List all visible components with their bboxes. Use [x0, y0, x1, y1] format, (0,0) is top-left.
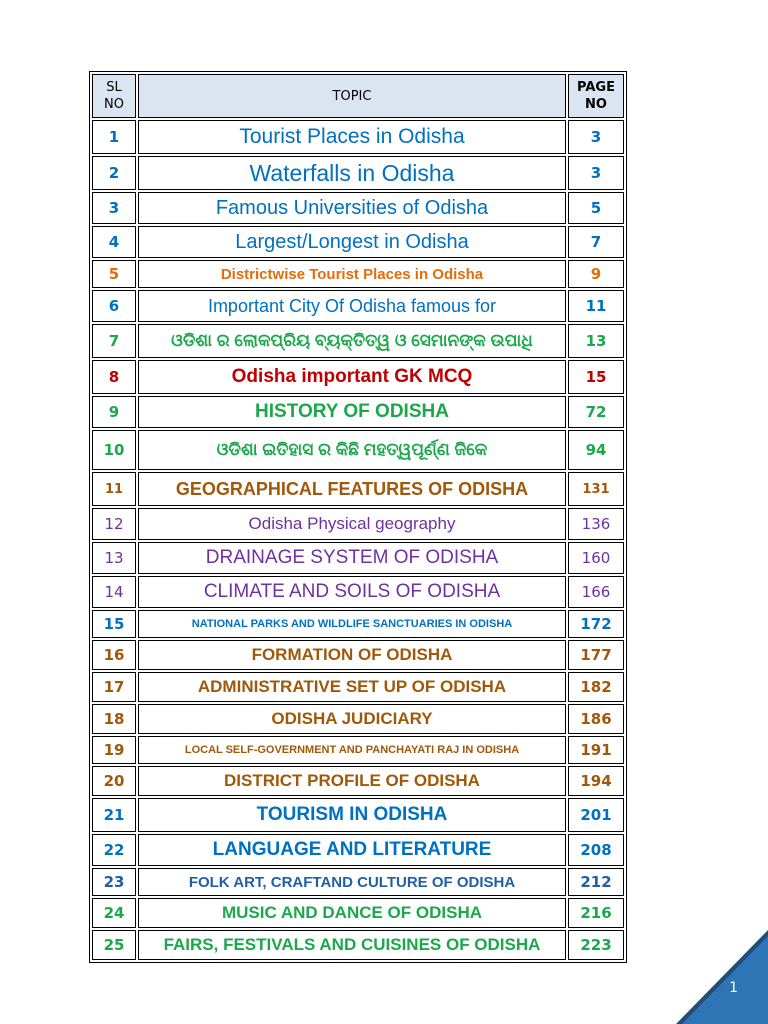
- row-page-no: 182: [568, 672, 624, 702]
- row-page-no: 5: [568, 192, 624, 224]
- row-page-no: 223: [568, 930, 624, 960]
- row-page-no: 136: [568, 508, 624, 540]
- row-topic: DRAINAGE SYSTEM OF ODISHA: [138, 542, 566, 574]
- table-header-row: [92, 74, 624, 118]
- row-sl-no: 5: [92, 260, 136, 288]
- row-topic: MUSIC AND DANCE OF ODISHA: [138, 898, 566, 928]
- row-topic: ଓଡିଶା ଇତିହାସ ର କିଛି ମହତ୍ୱପୂର୍ଣ୍ଣ ଜିକେ: [138, 430, 566, 470]
- table-row: [92, 430, 624, 470]
- table-row: [92, 120, 624, 154]
- row-sl-no: 21: [92, 798, 136, 832]
- table-row: [92, 868, 624, 896]
- row-sl-no: 16: [92, 640, 136, 670]
- row-page-no: 131: [568, 472, 624, 506]
- table-row: [92, 260, 624, 288]
- row-sl-no: 9: [92, 396, 136, 428]
- row-sl-no: 1: [92, 120, 136, 154]
- table-body: [92, 120, 624, 960]
- row-page-no: 72: [568, 396, 624, 428]
- row-sl-no: 3: [92, 192, 136, 224]
- table-row: [92, 898, 624, 928]
- topic-header: TOPIC: [138, 74, 566, 118]
- sl-header-line2: NO: [104, 97, 124, 112]
- row-page-no: 212: [568, 868, 624, 896]
- page-header-line2: NO: [585, 97, 607, 112]
- row-page-no: 7: [568, 226, 624, 258]
- row-topic: HISTORY OF ODISHA: [138, 396, 566, 428]
- page-number: 1: [729, 980, 738, 996]
- row-topic: FORMATION OF ODISHA: [138, 640, 566, 670]
- row-page-no: 172: [568, 610, 624, 638]
- row-sl-no: 25: [92, 930, 136, 960]
- row-page-no: 186: [568, 704, 624, 734]
- table-row: [92, 290, 624, 322]
- sl-header-line1: SL: [106, 80, 122, 95]
- table-row: [92, 930, 624, 960]
- row-page-no: 3: [568, 156, 624, 190]
- table-row: [92, 704, 624, 734]
- table-row: [92, 324, 624, 358]
- row-sl-no: 10: [92, 430, 136, 470]
- row-topic: ODISHA JUDICIARY: [138, 704, 566, 734]
- table-row: [92, 640, 624, 670]
- table-row: [92, 834, 624, 866]
- row-sl-no: 2: [92, 156, 136, 190]
- table-row: [92, 472, 624, 506]
- row-topic: FOLK ART, CRAFTAND CULTURE OF ODISHA: [138, 868, 566, 896]
- row-topic: LANGUAGE AND LITERATURE: [138, 834, 566, 866]
- row-page-no: 15: [568, 360, 624, 394]
- row-page-no: 3: [568, 120, 624, 154]
- row-page-no: 191: [568, 736, 624, 764]
- row-page-no: 194: [568, 766, 624, 796]
- row-sl-no: 18: [92, 704, 136, 734]
- row-page-no: 9: [568, 260, 624, 288]
- row-topic: FAIRS, FESTIVALS AND CUISINES OF ODISHA: [138, 930, 566, 960]
- row-sl-no: 7: [92, 324, 136, 358]
- row-topic: Tourist Places in Odisha: [138, 120, 566, 154]
- table-row: [92, 672, 624, 702]
- row-sl-no: 17: [92, 672, 136, 702]
- table-of-contents: [89, 71, 627, 963]
- row-page-no: 201: [568, 798, 624, 832]
- row-topic: Odisha Physical geography: [138, 508, 566, 540]
- table-row: [92, 542, 624, 574]
- row-page-no: 177: [568, 640, 624, 670]
- row-sl-no: 6: [92, 290, 136, 322]
- row-sl-no: 23: [92, 868, 136, 896]
- page-corner-badge: [676, 930, 768, 1024]
- row-topic: TOURISM IN ODISHA: [138, 798, 566, 832]
- row-page-no: 13: [568, 324, 624, 358]
- row-sl-no: 24: [92, 898, 136, 928]
- table-row: [92, 610, 624, 638]
- table-row: [92, 360, 624, 394]
- row-topic: GEOGRAPHICAL FEATURES OF ODISHA: [138, 472, 566, 506]
- row-page-no: 11: [568, 290, 624, 322]
- row-page-no: 216: [568, 898, 624, 928]
- row-topic: ADMINISTRATIVE SET UP OF ODISHA: [138, 672, 566, 702]
- table-row: [92, 192, 624, 224]
- row-sl-no: 13: [92, 542, 136, 574]
- table-row: [92, 766, 624, 796]
- row-page-no: 208: [568, 834, 624, 866]
- row-topic: Waterfalls in Odisha: [138, 156, 566, 190]
- row-page-no: 94: [568, 430, 624, 470]
- row-topic: Famous Universities of Odisha: [138, 192, 566, 224]
- row-topic: Important City Of Odisha famous for: [138, 290, 566, 322]
- table-row: [92, 396, 624, 428]
- sl-no-header: [92, 74, 136, 118]
- table-row: [92, 736, 624, 764]
- row-sl-no: 14: [92, 576, 136, 608]
- row-sl-no: 20: [92, 766, 136, 796]
- row-topic: Largest/Longest in Odisha: [138, 226, 566, 258]
- row-sl-no: 22: [92, 834, 136, 866]
- row-topic: Odisha important GK MCQ: [138, 360, 566, 394]
- row-sl-no: 15: [92, 610, 136, 638]
- row-sl-no: 12: [92, 508, 136, 540]
- row-sl-no: 19: [92, 736, 136, 764]
- row-topic: CLIMATE AND SOILS OF ODISHA: [138, 576, 566, 608]
- row-topic: DISTRICT PROFILE OF ODISHA: [138, 766, 566, 796]
- table-row: [92, 576, 624, 608]
- row-page-no: 160: [568, 542, 624, 574]
- table-row: [92, 798, 624, 832]
- row-topic: LOCAL SELF-GOVERNMENT AND PANCHAYATI RAJ IN ODISHA: [138, 736, 566, 764]
- row-topic: NATIONAL PARKS AND WILDLIFE SANCTUARIES IN ODISHA: [138, 610, 566, 638]
- table-row: [92, 226, 624, 258]
- row-page-no: 166: [568, 576, 624, 608]
- table-row: [92, 156, 624, 190]
- page-header-line1: PAGE: [577, 80, 615, 95]
- table-row: [92, 508, 624, 540]
- row-sl-no: 11: [92, 472, 136, 506]
- row-topic: ଓଡିଶା ର ଲୋକପ୍ରିୟ ବ୍ୟକ୍ତିତ୍ୱ ଓ ସେମାନଙ୍କ ଉପାଧି: [138, 324, 566, 358]
- row-sl-no: 8: [92, 360, 136, 394]
- page-no-header: [568, 74, 624, 118]
- row-topic: Districtwise Tourist Places in Odisha: [138, 260, 566, 288]
- row-sl-no: 4: [92, 226, 136, 258]
